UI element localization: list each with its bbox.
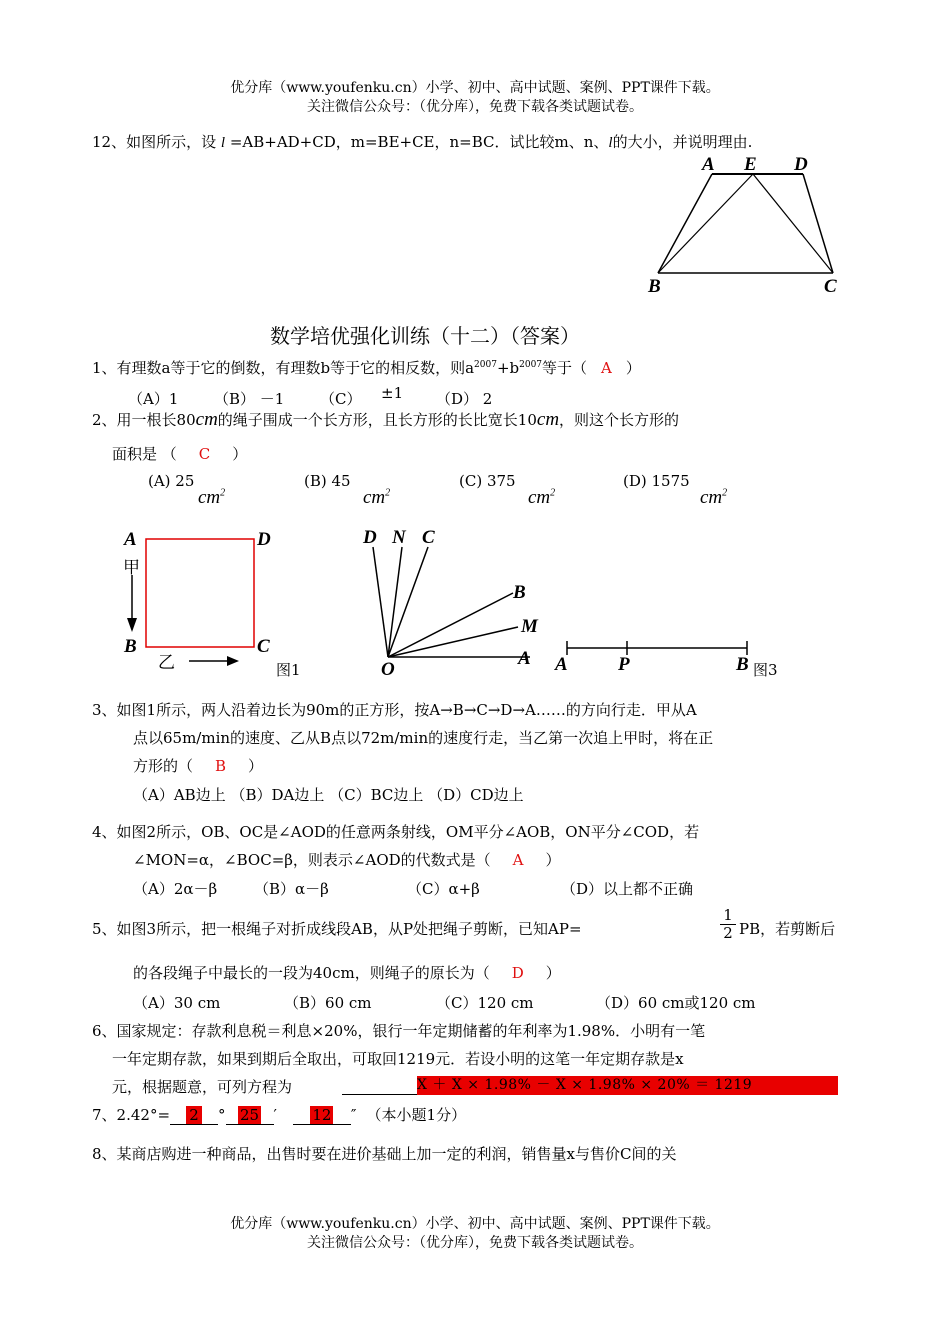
- answer-title: 数学培优强化训练（十二）（答案）: [270, 324, 580, 348]
- question-5-line-1-end: PB，若剪断后: [739, 920, 836, 938]
- footer-line-2: 关注微信公众号：（优分库），免费下载各类试题试卷。: [307, 1235, 643, 1251]
- q2-option-a: (A) 25: [148, 472, 195, 490]
- fig2-label-N: N: [392, 527, 406, 548]
- fig1-label-jia: 甲: [123, 558, 140, 578]
- q2-option-b-unit: $cm^2$: [363, 487, 391, 508]
- fig1-label-B: B: [124, 636, 137, 657]
- q1-option-c-value: ±1: [381, 384, 404, 402]
- figure-3-caption: 图3: [753, 661, 778, 679]
- fig2-label-B: B: [513, 582, 526, 603]
- q2-option-b: (B) 45: [304, 472, 351, 490]
- q4-option-a: （A）2α－β: [133, 880, 218, 898]
- q1-option-a: （A）1: [128, 390, 179, 408]
- question-1: 1、有理数a等于它的倒数，有理数b等于它的相反数，则$a^{2007}+b^{2007}$等于（ A ）: [92, 359, 641, 377]
- label-E: E: [744, 154, 757, 175]
- q3-options: （A）AB边上 （B）DA边上 （C）BC边上 （D）CD边上: [133, 786, 524, 804]
- question-2: 2、用一根长80cm的绳子围成一个长方形，且长方形的长比宽长10cm，则这个长方形的: [92, 409, 680, 430]
- label-A: A: [702, 154, 715, 175]
- fig3-label-P: P: [618, 654, 630, 675]
- fig1-label-C: C: [257, 636, 270, 657]
- question-3-line-2: 点以65m/min的速度、乙从B点以72m/min的速度行走，当乙第一次追上甲时，将在正: [133, 729, 714, 747]
- answer-7-minutes: 25: [239, 1106, 260, 1124]
- q5-option-a: （A）30 cm: [133, 994, 221, 1012]
- q2-option-d: (D) 1575: [623, 472, 690, 490]
- answer-4: A: [512, 851, 524, 869]
- question-6-line-1: 6、国家规定：存款利息税＝利息×20%，银行一年定期储蓄的年利率为1.98%．小明有一笔: [92, 1022, 706, 1040]
- answer-6-blank: [342, 1076, 417, 1095]
- question-5-line-2: 的各段绳子中最长的一段为40cm，则绳子的原长为（ D ）: [133, 964, 561, 982]
- question-5-line-1: 5、如图3所示，把一根绳子对折成线段AB，从P处把绳子剪断，已知AP=: [92, 920, 582, 938]
- q5-option-b: （B）60 cm: [284, 994, 372, 1012]
- q1-option-c: （C）: [320, 390, 362, 408]
- footer-line-1: 优分库（www.youfenku.cn）小学、初中、高中试题、案例、PPT课件下载。: [230, 1216, 720, 1232]
- answer-6-equation: X ＋ X × 1.98% － X × 1.98% × 20% ＝ 1219: [417, 1076, 838, 1095]
- question-7: 7、2.42°= 2 ° 25 ′ 12 ″ （本小题1分）: [92, 1106, 467, 1124]
- figure-1-square: [115, 522, 315, 682]
- fig3-label-A: A: [555, 654, 568, 675]
- q5-option-c: （C）120 cm: [436, 994, 534, 1012]
- q2-option-a-unit: $cm^2$: [198, 487, 226, 508]
- trapezoid-figure: [640, 150, 850, 300]
- label-B: B: [648, 276, 661, 297]
- header-line-1: 优分库（www.youfenku.cn）小学、初中、高中试题、案例、PPT课件下载。: [230, 80, 720, 96]
- answer-1: A: [601, 359, 612, 377]
- q2-option-c: (C) 375: [459, 472, 516, 490]
- fig1-label-yi: 乙: [158, 653, 175, 673]
- label-C: C: [824, 276, 837, 297]
- q4-option-d: （D）以上都不正确: [561, 880, 694, 898]
- q2-option-c-unit: $cm^2$: [528, 487, 556, 508]
- answer-7-degrees: 2: [186, 1106, 202, 1124]
- q4-option-c: （C）α+β: [407, 880, 480, 898]
- q5-option-d: （D）60 cm或120 cm: [596, 994, 756, 1012]
- fig2-label-D: D: [363, 527, 377, 548]
- question-8-line-1: 8、某商店购进一种商品，出售时要在进价基础上加一定的利润，销售量x与售价C间的关: [92, 1145, 677, 1163]
- question-6-line-2: 一年定期存款，如果到期后全取出，可取回1219元．若设小明的这笔一年定期存款是x: [112, 1050, 684, 1068]
- figure-2-angles: [355, 520, 555, 680]
- fig2-label-A: A: [518, 648, 531, 669]
- fig1-label-A: A: [124, 529, 137, 550]
- q1-option-b: （B） －1: [214, 390, 285, 408]
- answer-5: D: [511, 964, 524, 982]
- fig2-label-M: M: [521, 616, 538, 637]
- q2-option-d-unit: $cm^2$: [700, 487, 728, 508]
- question-2-line-2: 面积是 （ C ）: [112, 445, 248, 463]
- fig2-label-O: O: [381, 659, 395, 680]
- label-D: D: [794, 154, 808, 175]
- answer-2: C: [198, 445, 211, 463]
- q4-option-b: （B）α－β: [254, 880, 329, 898]
- fig1-label-D: D: [257, 529, 271, 550]
- question-12: 12、如图所示，设 l =AB+AD+CD，m=BE+CE，n=BC．试比较m、n、l的大小，并说明理由.: [92, 133, 753, 151]
- q1-option-d: （D） 2: [436, 390, 493, 408]
- fig3-label-B: B: [736, 654, 749, 675]
- figure-1-caption: 图1: [276, 661, 301, 679]
- fig2-label-C: C: [422, 527, 435, 548]
- question-3-line-3: 方形的（ B ）: [133, 757, 264, 775]
- fraction-one-half: 1 2: [720, 907, 736, 942]
- figure-3-segment: [550, 630, 770, 680]
- question-4-line-2: ∠MON=α，∠BOC=β，则表示∠AOD的代数式是（ A ）: [133, 851, 561, 869]
- answer-7-seconds: 12: [312, 1106, 332, 1124]
- header-line-2: 关注微信公众号：（优分库），免费下载各类试题试卷。: [307, 99, 643, 115]
- question-4-line-1: 4、如图2所示，OB、OC是∠AOD的任意两条射线，OM平分∠AOB，ON平分∠COD，若: [92, 823, 700, 841]
- question-3-line-1: 3、如图1所示，两人沿着边长为90m的正方形，按A→B→C→D→A……的方向行走．甲从A: [92, 701, 697, 719]
- question-6-line-3: 元，根据题意，可列方程为: [112, 1078, 293, 1096]
- answer-3: B: [215, 757, 227, 775]
